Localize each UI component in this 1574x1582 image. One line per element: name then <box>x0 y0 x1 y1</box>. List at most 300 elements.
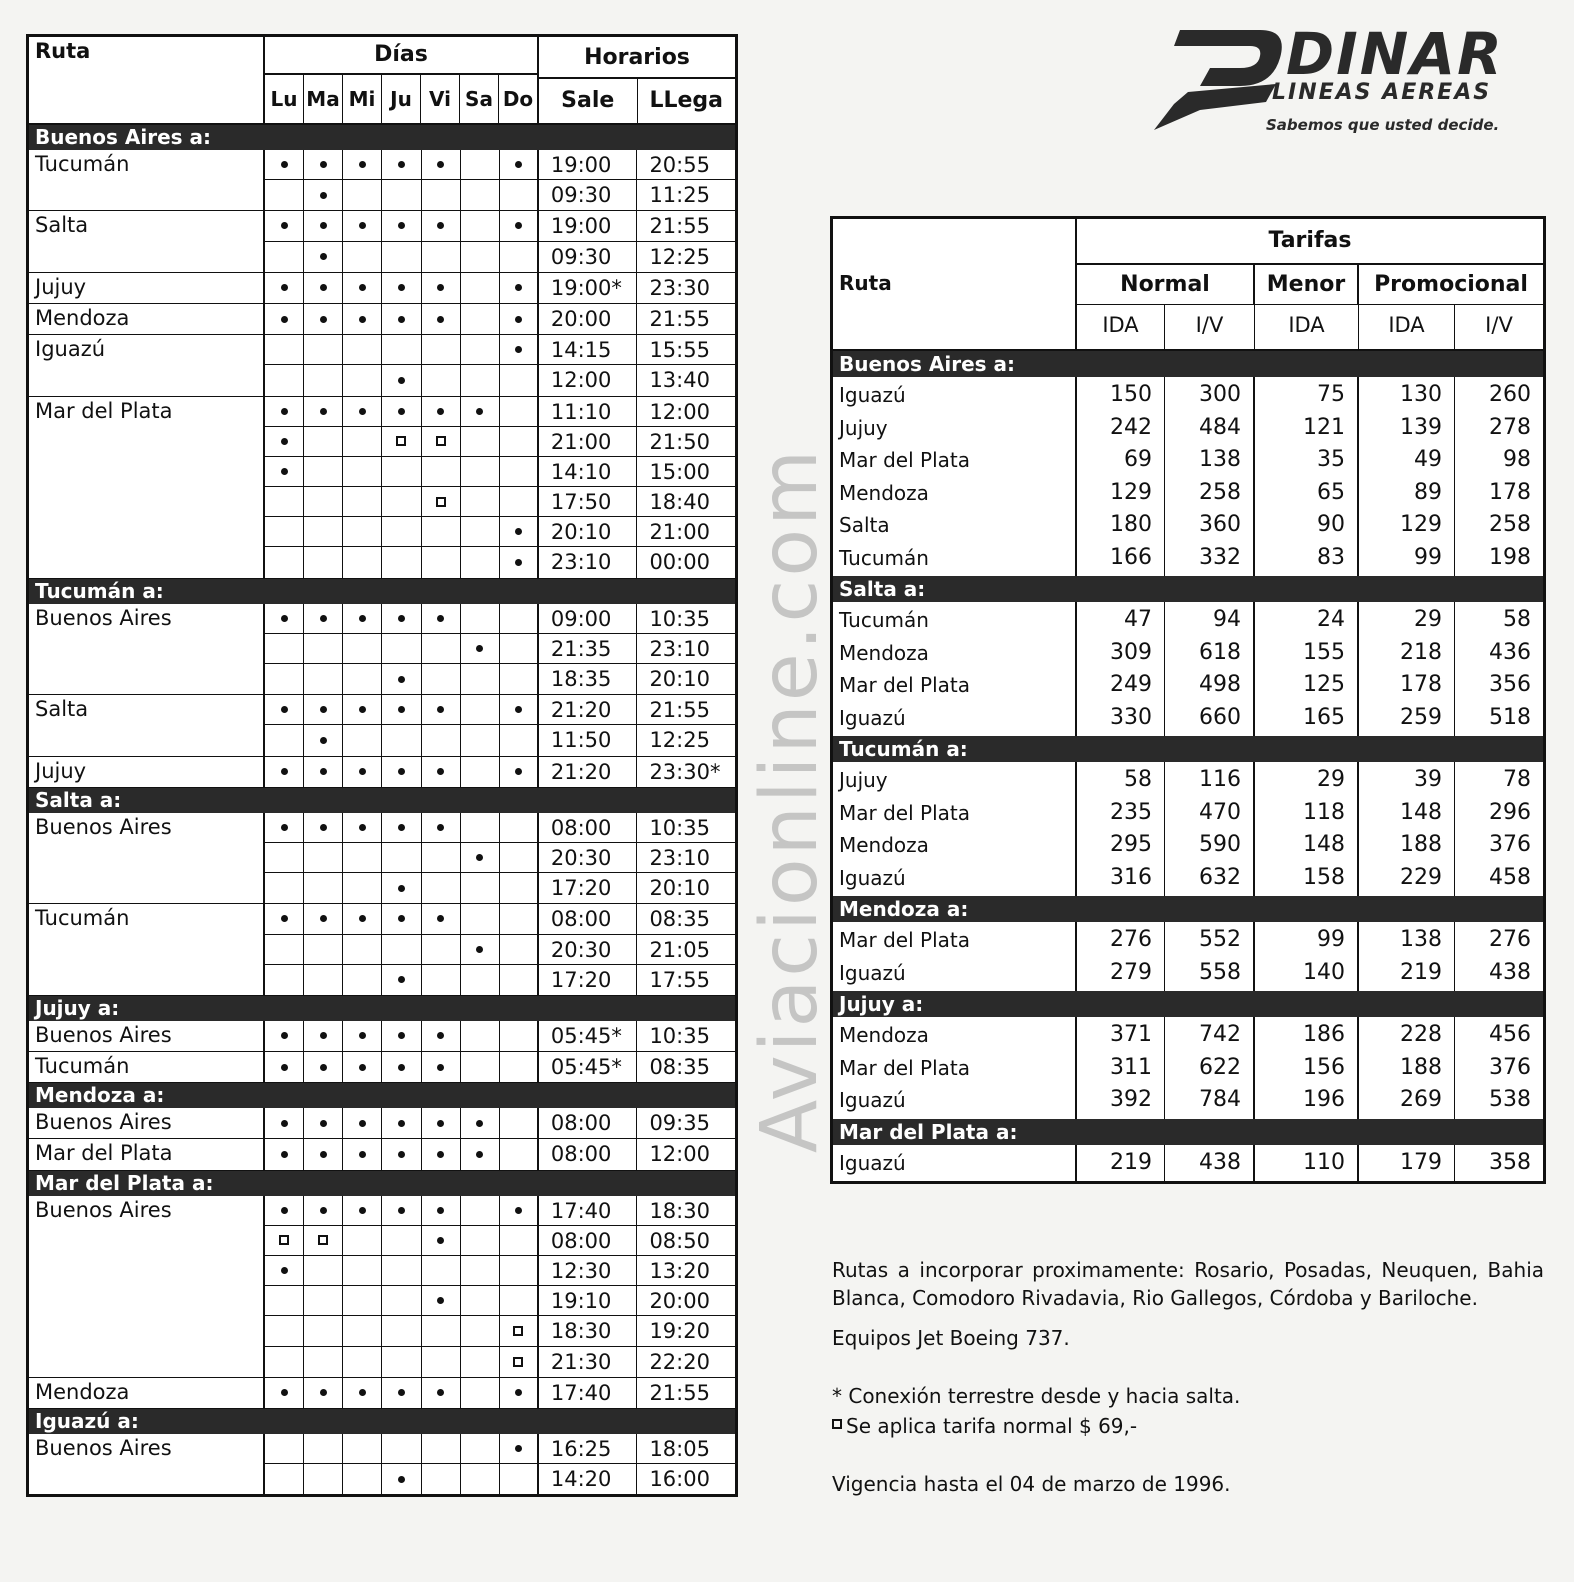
fare-value: 538 <box>1489 1087 1531 1112</box>
schedule-route-group <box>29 397 735 579</box>
arrival-time: 20:00 <box>649 1289 710 1314</box>
operates-dot-icon <box>281 1120 288 1127</box>
fare-value: 65 <box>1317 479 1345 505</box>
fare-value: 118 <box>1303 799 1345 825</box>
day-cell <box>500 1256 539 1285</box>
operates-dot-icon <box>437 1120 444 1127</box>
day-cell <box>343 1226 382 1255</box>
fare-value: 49 <box>1414 447 1442 472</box>
day-cell <box>343 150 382 179</box>
tarifa-square-icon <box>318 1235 328 1245</box>
day-cell <box>382 634 421 663</box>
fares-header-menor: Menor <box>1255 265 1359 304</box>
table-row <box>265 1464 735 1494</box>
operates-dot-icon <box>320 408 327 415</box>
day-cell <box>500 873 539 903</box>
schedule-route-group <box>29 604 735 696</box>
tarifa-square-icon <box>513 1326 523 1336</box>
schedule-section-header: Salta a: <box>29 788 735 813</box>
day-cell <box>461 1256 500 1285</box>
fare-value: 269 <box>1400 1087 1442 1112</box>
day-cell <box>500 1316 539 1345</box>
day-header: Mi <box>343 75 382 123</box>
table-row <box>265 757 735 787</box>
operates-dot-icon <box>281 915 288 922</box>
schedule-route-group <box>29 1196 735 1378</box>
operates-dot-icon <box>320 915 327 922</box>
day-cell <box>382 427 421 456</box>
day-cell <box>304 1139 343 1169</box>
day-cell <box>461 397 500 426</box>
day-cell <box>265 604 304 633</box>
route-destination: Tucumán <box>29 1052 265 1082</box>
fare-value: 259 <box>1400 704 1442 730</box>
route-destination: Mar del Plata <box>29 397 265 578</box>
day-cell <box>304 242 343 272</box>
departure-time: 05:45* <box>539 1021 638 1051</box>
fare-value: 178 <box>1400 672 1442 697</box>
day-cell <box>382 457 421 486</box>
day-cell <box>422 634 461 663</box>
operates-dot-icon <box>320 222 327 229</box>
fare-value: 179 <box>1400 1149 1442 1175</box>
day-cell <box>500 1052 539 1082</box>
operates-dot-icon <box>320 824 327 831</box>
day-cell <box>422 517 461 546</box>
fare-value: 278 <box>1489 414 1531 440</box>
day-cell <box>343 517 382 546</box>
day-cell <box>500 813 539 842</box>
day-cell <box>343 1256 382 1285</box>
departure-time: 19:10 <box>539 1286 638 1315</box>
operates-dot-icon <box>320 1151 327 1158</box>
day-cell <box>265 427 304 456</box>
operates-dot-icon <box>437 1032 444 1039</box>
operates-dot-icon <box>398 824 405 831</box>
day-cell <box>265 397 304 426</box>
day-cell <box>461 813 500 842</box>
day-cell <box>461 1464 500 1494</box>
operates-dot-icon <box>281 768 288 775</box>
day-cell <box>500 1378 539 1408</box>
day-cell <box>422 1226 461 1255</box>
day-cell <box>265 273 304 303</box>
fares-group <box>833 1017 1543 1119</box>
fare-value: 116 <box>1199 767 1241 792</box>
day-cell <box>422 1108 461 1138</box>
operates-dot-icon <box>515 1207 522 1214</box>
fare-destination: Mendoza <box>839 1023 929 1047</box>
fares-body <box>833 351 1543 1181</box>
day-cell <box>343 547 382 577</box>
schedule-section-header: Buenos Aires a: <box>29 125 735 150</box>
fare-value: 47 <box>1124 607 1152 632</box>
operates-dot-icon <box>398 161 405 168</box>
fare-value: 156 <box>1303 1054 1345 1080</box>
fare-value: 784 <box>1199 1087 1241 1112</box>
departure-time: 20:00 <box>539 304 638 334</box>
fare-value: 632 <box>1199 864 1241 890</box>
day-header: Lu <box>265 75 304 123</box>
arrival-time: 23:30 <box>649 275 710 300</box>
operates-dot-icon <box>398 885 405 892</box>
fare-value: 330 <box>1110 704 1152 730</box>
departure-time: 11:50 <box>539 725 638 755</box>
operates-dot-icon <box>515 346 522 353</box>
fare-value: 138 <box>1400 927 1442 952</box>
fare-destination: Iguazú <box>839 383 906 407</box>
day-cell <box>343 427 382 456</box>
day-cell <box>304 335 343 364</box>
fares-subheader: I/V <box>1485 313 1513 337</box>
operates-dot-icon <box>476 946 483 953</box>
day-cell <box>343 1347 382 1377</box>
day-header: Do <box>502 87 534 111</box>
day-cell <box>304 1347 343 1377</box>
table-row <box>265 1286 735 1316</box>
operates-dot-icon <box>281 1389 288 1396</box>
fare-destination: Mar del Plata <box>839 800 970 825</box>
fare-destination: Iguazú <box>839 1088 906 1112</box>
table-row <box>265 1139 735 1169</box>
fares-subheader: I/V <box>1165 305 1255 349</box>
operates-dot-icon <box>320 253 327 260</box>
table-row <box>265 242 735 272</box>
day-cell <box>500 150 539 179</box>
day-cell <box>265 664 304 694</box>
day-cell <box>265 873 304 903</box>
day-cell <box>304 634 343 663</box>
day-cell <box>500 487 539 516</box>
arrival-time: 21:55 <box>649 1380 710 1405</box>
day-cell <box>343 634 382 663</box>
day-cell <box>500 427 539 456</box>
fare-value: 296 <box>1489 799 1531 825</box>
day-cell <box>382 1378 421 1408</box>
arrival-time: 08:35 <box>649 1055 710 1080</box>
day-cell <box>343 180 382 210</box>
operates-dot-icon <box>398 316 405 323</box>
day-cell <box>265 1286 304 1315</box>
departure-time: 09:30 <box>539 242 638 272</box>
fare-value: 148 <box>1303 832 1345 857</box>
arrival-time: 12:25 <box>649 244 710 269</box>
day-cell <box>304 1021 343 1051</box>
day-cell <box>422 1378 461 1408</box>
operates-dot-icon <box>359 915 366 922</box>
arrival-time: 00:00 <box>649 550 710 575</box>
day-cell <box>343 843 382 872</box>
table-row <box>265 725 735 755</box>
day-cell <box>382 604 421 633</box>
day-cell <box>500 1139 539 1169</box>
operates-dot-icon <box>359 706 366 713</box>
table-row <box>265 1434 735 1464</box>
departure-time: 08:00 <box>539 1226 638 1255</box>
day-cell <box>304 1286 343 1315</box>
schedule-route-group <box>29 1021 735 1052</box>
operates-dot-icon <box>320 316 327 323</box>
day-cell <box>382 487 421 516</box>
day-cell <box>304 1052 343 1082</box>
departure-time: 19:00* <box>539 273 638 303</box>
route-destination: Jujuy <box>29 757 265 787</box>
day-cell <box>461 873 500 903</box>
table-row <box>265 604 735 634</box>
table-row <box>265 335 735 365</box>
arrival-time: 21:55 <box>649 306 710 331</box>
fare-destination: Mar del Plata <box>839 673 970 697</box>
header-llega: LLega <box>649 88 724 113</box>
day-cell <box>265 304 304 334</box>
day-cell <box>500 547 539 577</box>
operates-dot-icon <box>398 976 405 983</box>
fare-value: 295 <box>1110 832 1152 857</box>
operates-dot-icon <box>281 316 288 323</box>
operates-dot-icon <box>281 1064 288 1071</box>
fare-value: 276 <box>1489 927 1531 952</box>
fare-destination: Mar del Plata <box>839 448 970 472</box>
day-cell <box>343 757 382 787</box>
operates-dot-icon <box>515 1389 522 1396</box>
day-cell <box>343 1021 382 1051</box>
fare-value: 148 <box>1400 799 1442 825</box>
route-destination: Buenos Aires <box>29 604 265 695</box>
operates-dot-icon <box>515 284 522 291</box>
operates-dot-icon <box>476 1120 483 1127</box>
day-cell <box>422 664 461 694</box>
fare-value: 89 <box>1414 479 1442 505</box>
day-cell <box>343 457 382 486</box>
operates-dot-icon <box>437 824 444 831</box>
schedule-table <box>26 34 738 1497</box>
operates-dot-icon <box>281 284 288 291</box>
fare-value: 228 <box>1400 1022 1442 1047</box>
schedule-route-group <box>29 904 735 996</box>
operates-dot-icon <box>359 1120 366 1127</box>
operates-dot-icon <box>320 1120 327 1127</box>
fares-section-header: Buenos Aires a: <box>833 351 1543 377</box>
day-cell <box>461 1378 500 1408</box>
day-cell <box>422 1021 461 1051</box>
operates-dot-icon <box>398 222 405 229</box>
schedule-route-group <box>29 1378 735 1409</box>
day-cell <box>265 1052 304 1082</box>
day-cell <box>461 664 500 694</box>
operates-dot-icon <box>398 1120 405 1127</box>
table-row <box>265 843 735 873</box>
operates-dot-icon <box>398 768 405 775</box>
table-row <box>265 1196 735 1226</box>
arrival-time: 10:35 <box>649 1023 710 1048</box>
departure-time: 12:30 <box>539 1256 638 1285</box>
day-cell <box>422 335 461 364</box>
day-cell <box>343 965 382 995</box>
arrival-time: 13:20 <box>649 1259 710 1283</box>
day-cell <box>343 904 382 933</box>
day-cell <box>343 397 382 426</box>
day-cell <box>382 1196 421 1225</box>
operates-dot-icon <box>359 284 366 291</box>
day-cell <box>304 517 343 546</box>
fare-value: 518 <box>1489 704 1531 730</box>
day-cell <box>343 1286 382 1315</box>
day-cell <box>304 547 343 577</box>
departure-time: 19:00 <box>539 211 638 240</box>
day-cell <box>343 273 382 303</box>
day-cell <box>304 604 343 633</box>
operates-dot-icon <box>320 1207 327 1214</box>
operates-dot-icon <box>515 559 522 566</box>
operates-dot-icon <box>359 1207 366 1214</box>
fares-group <box>833 922 1543 991</box>
fare-destination: Mendoza <box>839 480 929 505</box>
day-cell <box>500 1434 539 1463</box>
operates-dot-icon <box>437 915 444 922</box>
schedule-route-group <box>29 1052 735 1083</box>
fare-value: 660 <box>1199 704 1241 730</box>
departure-time: 08:00 <box>539 1108 638 1138</box>
arrival-time: 09:35 <box>649 1111 710 1136</box>
day-cell <box>500 695 539 724</box>
departure-time: 08:00 <box>539 904 638 933</box>
day-cell <box>343 487 382 516</box>
operates-dot-icon <box>515 768 522 775</box>
route-destination: Tucumán <box>29 150 265 210</box>
departure-time: 20:30 <box>539 843 638 872</box>
day-cell <box>422 904 461 933</box>
operates-dot-icon <box>437 615 444 622</box>
fare-value: 358 <box>1489 1149 1531 1175</box>
day-cell <box>422 242 461 272</box>
day-cell <box>422 1196 461 1225</box>
note-routes: Rutas a incorporar proximamente: Rosario, Posadas, Neuquen, Bahia Blanca, Comodoro Rivadavia, Rio Gallegos, Córdoba y Bariloche. <box>832 1258 1544 1310</box>
fare-value: 35 <box>1317 447 1345 472</box>
operates-dot-icon <box>437 1151 444 1158</box>
fare-value: 456 <box>1489 1022 1531 1047</box>
departure-time: 20:30 <box>539 935 638 964</box>
day-cell <box>382 873 421 903</box>
day-cell <box>500 457 539 486</box>
fare-value: 139 <box>1400 414 1442 440</box>
day-cell <box>500 273 539 303</box>
table-row <box>265 487 735 517</box>
operates-dot-icon <box>320 768 327 775</box>
fare-value: 75 <box>1317 382 1345 407</box>
operates-dot-icon <box>281 1032 288 1039</box>
logo-wordmark: DINAR <box>1286 20 1504 88</box>
route-destination: Buenos Aires <box>29 813 265 904</box>
tarifa-square-icon <box>436 497 446 507</box>
day-cell <box>382 1226 421 1255</box>
day-cell <box>500 725 539 755</box>
day-cell <box>461 634 500 663</box>
day-cell <box>382 664 421 694</box>
day-cell <box>382 1139 421 1169</box>
operates-dot-icon <box>359 1064 366 1071</box>
day-cell <box>382 935 421 964</box>
table-row <box>265 150 735 180</box>
route-destination: Buenos Aires <box>29 1434 265 1494</box>
day-cell <box>304 965 343 995</box>
fare-destination: Tucumán <box>839 545 929 570</box>
day-cell <box>422 427 461 456</box>
day-cell <box>304 1256 343 1285</box>
fare-value: 130 <box>1400 382 1442 407</box>
operates-dot-icon <box>398 1389 405 1396</box>
notes <box>832 1256 1544 1510</box>
day-cell <box>500 1226 539 1255</box>
day-cell <box>304 1464 343 1494</box>
day-cell <box>500 1196 539 1225</box>
day-header: Ju <box>382 75 421 123</box>
departure-time: 21:00 <box>539 427 638 456</box>
day-cell <box>461 180 500 210</box>
day-cell <box>461 904 500 933</box>
fares-subheader: IDA <box>1077 305 1165 349</box>
day-cell <box>422 813 461 842</box>
day-cell <box>382 150 421 179</box>
day-cell <box>500 517 539 546</box>
arrival-time: 23:10 <box>649 845 710 870</box>
day-cell <box>461 965 500 995</box>
operates-dot-icon <box>437 1237 444 1244</box>
day-cell <box>422 695 461 724</box>
table-row <box>265 1052 735 1082</box>
day-cell <box>265 1347 304 1377</box>
departure-time: 18:35 <box>539 664 638 694</box>
arrival-time: 21:50 <box>649 429 710 454</box>
fares-section-header: Jujuy a: <box>833 991 1543 1017</box>
route-destination: Iguazú <box>29 335 265 395</box>
operates-dot-icon <box>476 854 483 861</box>
fare-destination: Salta <box>839 513 890 537</box>
day-cell <box>500 211 539 240</box>
day-cell <box>422 1464 461 1494</box>
fare-value: 196 <box>1303 1087 1345 1112</box>
departure-time: 14:15 <box>539 335 638 364</box>
fares-subheader: IDA <box>1359 305 1455 349</box>
fare-value: 229 <box>1400 864 1442 890</box>
day-cell <box>422 150 461 179</box>
fare-destination: Jujuy <box>839 415 888 440</box>
route-destination: Buenos Aires <box>29 1021 265 1051</box>
arrival-time: 08:35 <box>649 907 710 932</box>
day-cell <box>265 757 304 787</box>
day-cell <box>304 211 343 240</box>
day-cell <box>500 904 539 933</box>
operates-dot-icon <box>359 1151 366 1158</box>
operates-dot-icon <box>281 222 288 229</box>
day-cell <box>265 935 304 964</box>
operates-dot-icon <box>359 1032 366 1039</box>
fare-value: 309 <box>1110 639 1152 665</box>
arrival-time: 21:05 <box>649 937 710 962</box>
day-cell <box>304 1378 343 1408</box>
fare-value: 258 <box>1489 512 1531 537</box>
fares-section-header: Mendoza a: <box>833 896 1543 922</box>
arrival-time: 11:25 <box>649 183 710 208</box>
schedule-route-group <box>29 695 735 756</box>
day-cell <box>461 427 500 456</box>
fare-destination: Jujuy <box>839 768 888 792</box>
day-cell <box>343 1378 382 1408</box>
fare-value: 458 <box>1489 864 1531 890</box>
day-cell <box>304 843 343 872</box>
day-cell <box>422 1434 461 1463</box>
day-cell <box>382 1108 421 1138</box>
day-cell <box>382 1052 421 1082</box>
